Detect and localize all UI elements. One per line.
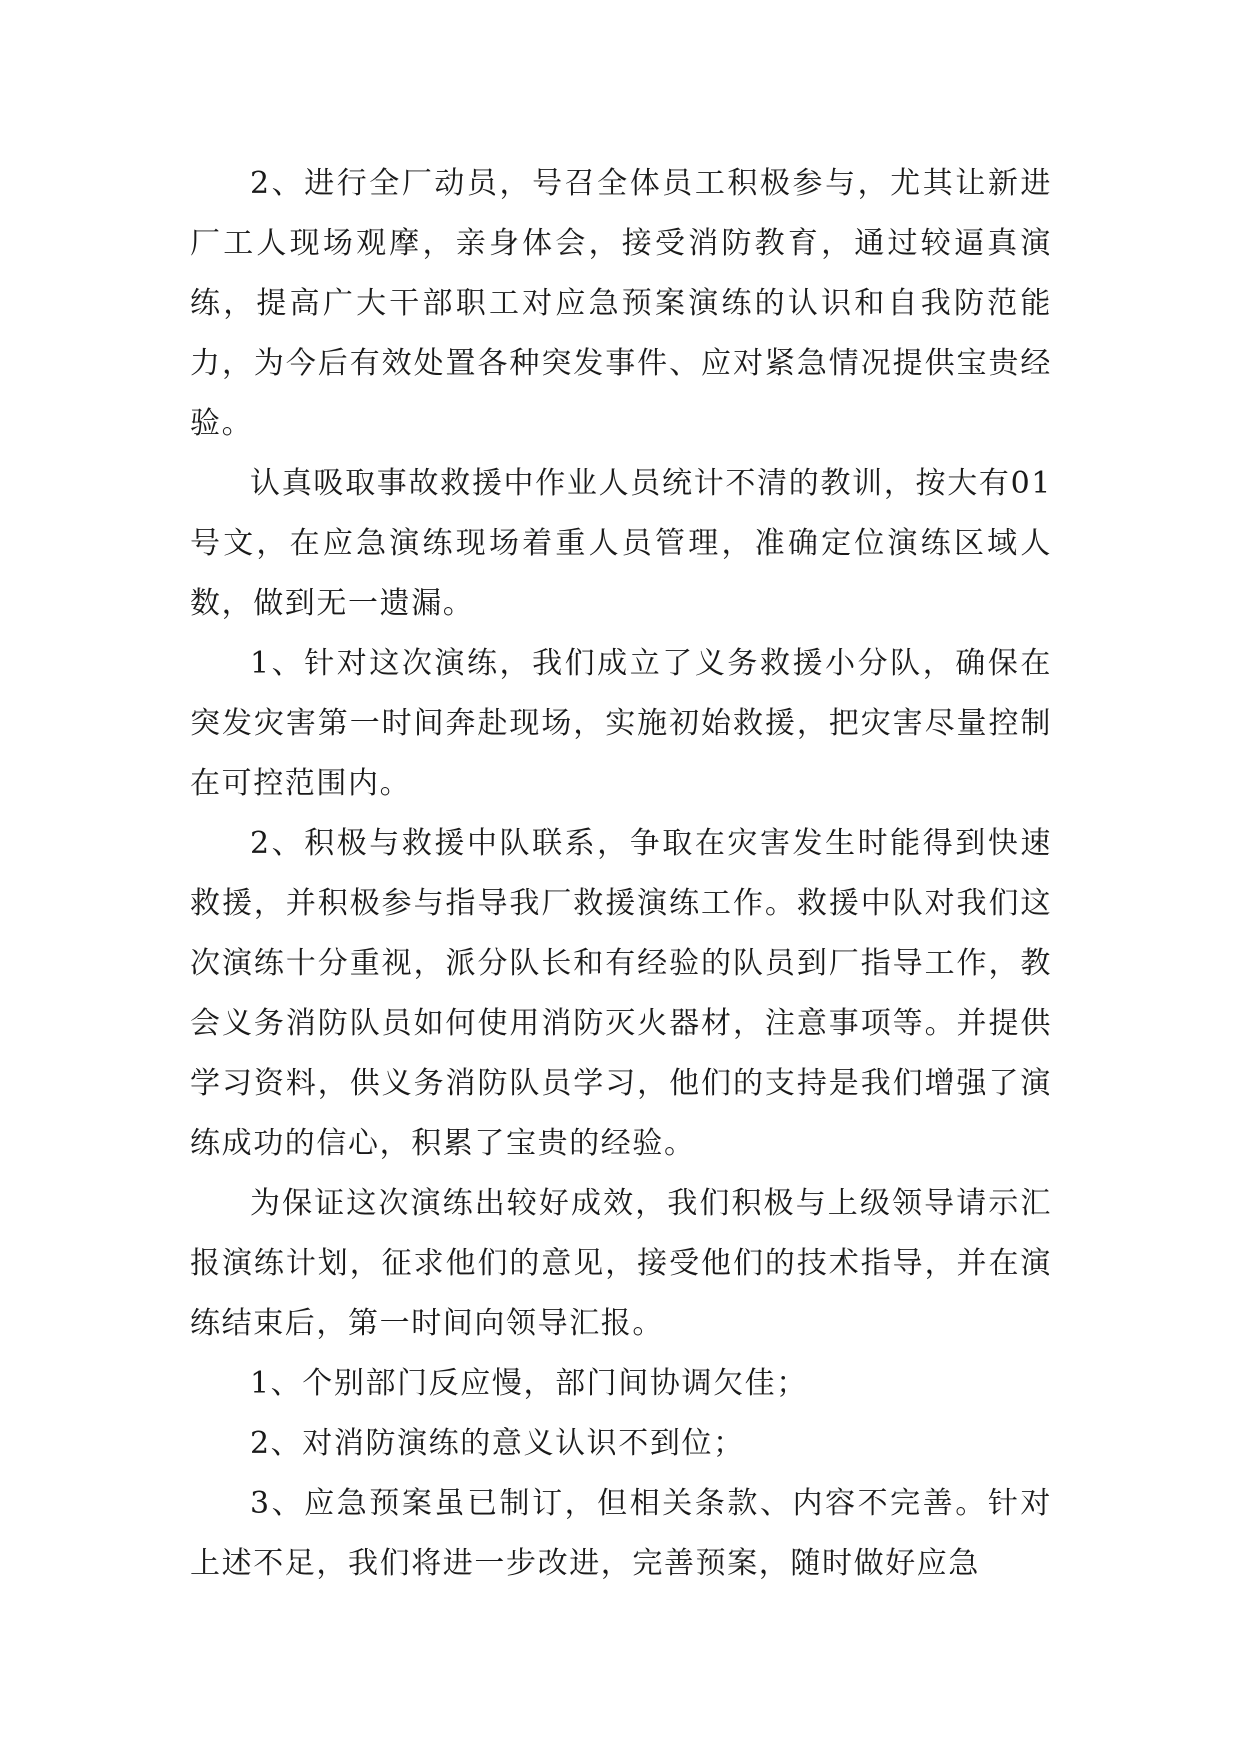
paragraph-reporting: 为保证这次演练出较好成效，我们积极与上级领导请示汇报演练计划，征求他们的意见，接受他们的技术指导，并在演练结束后，第一时间向领导汇报。: [190, 1186, 1052, 1341]
paragraph-rescue-squadron: 2、积极与救援中队联系，争取在灾害发生时能得到快速救援，并积极参与指导我厂救援演练工作。救援中队对我们这次演练十分重视，派分队长和有经验的队员到厂指导工作，教会义务消防队员如何使用消防灭火器材，注意事项等。并提供学习资料，供义务消防队员学习，他们的支持是我们增强了演练成功的信心，积累了宝贵的经验。: [190, 826, 1052, 1161]
paragraph-rescue-team: 1、针对这次演练，我们成立了义务救援小分队，确保在突发灾害第一时间奔赴现场，实施初始救援，把灾害尽量控制在可控范围内。: [190, 646, 1052, 801]
paragraph-personnel-lesson: 认真吸取事故救援中作业人员统计不清的教训，按大有01号文，在应急演练现场着重人员管理，准确定位演练区域人数，做到无一遗漏。: [190, 466, 1052, 621]
paragraph-mobilization: 2、进行全厂动员，号召全体员工积极参与，尤其让新进厂工人现场观摩，亲身体会，接受消防教育，通过较逼真演练，提高广大干部职工对应急预案演练的认识和自我防范能力，为今后有效处置各种突发事件、应对紧急情况提供宝贵经验。: [190, 166, 1052, 441]
paragraph-issue-3: 3、应急预案虽已制订，但相关条款、内容不完善。针对上述不足，我们将进一步改进，完善预案，随时做好应急: [190, 1486, 1052, 1581]
document-body: [190, 154, 1052, 1594]
paragraph-issue-2: 2、对消防演练的意义认识不到位；: [250, 1426, 745, 1461]
paragraph-issue-1: 1、个别部门反应慢，部门间协调欠佳；: [250, 1366, 808, 1401]
